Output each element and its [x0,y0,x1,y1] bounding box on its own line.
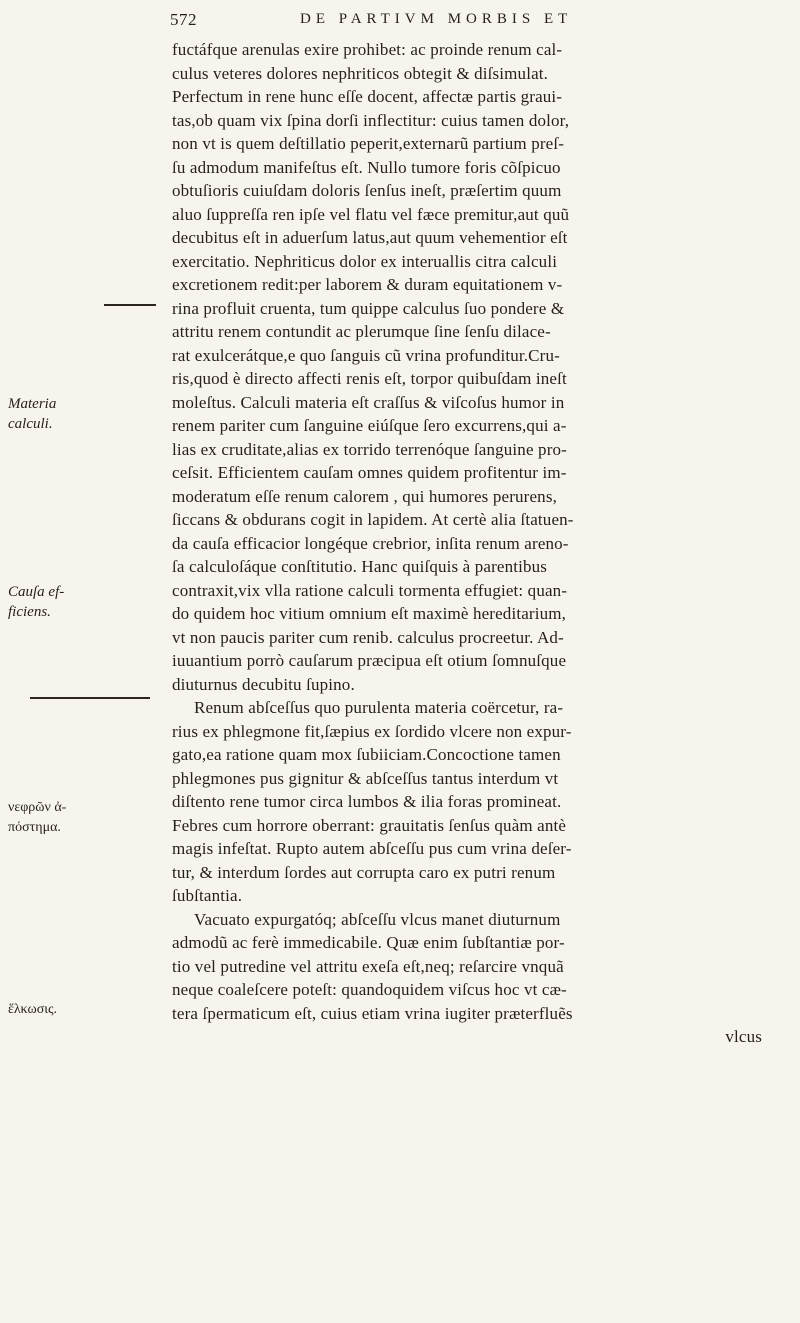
text-line: Febres cum horrore oberrant: grauitatis ſenſus quàm antè [172,815,567,835]
margin-dash [30,697,150,699]
text-line: rina profluit cruenta, tum quippe calculus ſuo pondere & [172,298,565,318]
margin-note-line: Cauſa ef- [8,584,65,600]
text-line: culus veteres dolores nephriticos obtegit & diſsimulat. [172,63,549,83]
text-line: moleſtus. Calculi materia eſt craſſus & viſcoſus humor in [172,392,565,412]
margin-note-line: ficiens. [8,604,51,620]
text-line: Vacuato expurgatóq; abſceſſu vlcus manet diuturnum [194,909,561,929]
margin-note-line: νεφρῶν ἀ- [8,800,67,815]
text-line: decubitus eſt in aduerſum latus,aut quum vehementior eſt [172,228,568,247]
text-line: rius ex phlegmone fit,ſæpius ex ſordido vlcere non expur- [172,721,572,741]
text-line: non vt is quem deſtillatio peperit,externarũ partium preſ- [172,134,565,153]
text-line: Renum abſceſſus quo purulenta materia coërcetur, ra- [194,698,564,717]
text-line: ceſsit. Efficientem cauſam omnes quidem profitentur im- [172,463,567,482]
text-line: do quidem hoc vitium omnium eſt maximè hereditarium, [172,604,567,623]
text-line: ſa calculoſáque conſtitutio. Hanc quiſquis à parentibus [172,557,548,576]
margin-note-line: calculi. [8,416,53,432]
margin-note-line: Materia [8,396,57,412]
page-number: 572 [170,10,197,29]
text-line: attritu renem contundit ac plerumque ſine ſenſu dilace- [172,322,551,341]
text-line: ſu admodum manifeſtus eſt. Nullo tumore foris cõſpicuo [172,157,561,177]
text-line: tur, & interdum ſordes aut corrupta caro ex putri renum [172,862,556,882]
running-head: DE PARTIVM MORBIS ET [300,11,573,27]
catchword: vlcus [725,1027,762,1046]
page-header [170,10,770,38]
text-line: fuctáfque arenulas exire prohibet: ac proinde renum cal- [172,40,563,59]
margin-note-line: πόστημα. [8,820,61,835]
text-line: neque coaleſcere poteſt: quandoquidem viſcus hoc vt cæ- [172,980,567,999]
text-line: ſubſtantia. [172,886,243,905]
margin-note-ulcer [8,1000,168,1020]
text-line: renem pariter cum ſanguine eiúſque ſero excurrens,qui a- [172,416,567,435]
margin-note-renal-abscess [8,798,168,838]
text-line: vt non paucis pariter cum renib. calculus procreetur. Ad- [172,627,564,647]
text-line: da cauſa efficacior longéque crebrior, inſita renum areno- [172,533,569,553]
text-line: ſiccans & obdurans cogit in lapidem. At certè alia ſtatuen- [172,510,574,529]
text-line: diſtento rene tumor circa lumbos & ilia foras promineat. [172,792,562,811]
main-text-block [172,38,772,1049]
text-line: moderatum eſſe renum calorem , qui humores perurens, [172,486,557,506]
margin-dash [104,304,156,306]
text-line: tera ſpermaticum eſt, cuius etiam vrina iugiter præterfluẽs [172,1003,573,1023]
text-line: contraxit,vix vlla ratione calculi tormenta effugiet: quan- [172,580,568,600]
text-line: admodũ ac ferè immedicabile. Quæ enim ſubſtantiæ por- [172,933,565,952]
text-line: magis infeſtat. Rupto autem abſceſſu pus cum vrina deſer- [172,839,572,858]
text-line: iuuantium porrò cauſarum præcipua eſt otium ſomnuſque [172,651,567,670]
text-line: phlegmones pus gignitur & abſceſſus tantus interdum vt [172,768,559,788]
text-line: excretionem redit:per laborem & duram equitationem v- [172,275,563,294]
text-line: ris,quod è directo affecti renis eſt, torpor quibuſdam ineſt [172,369,567,388]
margin-note-materia-calculi [8,394,168,434]
text-line: diuturnus decubitu ſupino. [172,674,355,694]
text-line: exercitatio. Nephriticus dolor ex interuallis citra calculi [172,251,558,271]
text-line: Perfectum in rene hunc eſſe docent, affectæ partis graui- [172,87,563,106]
text-line: obtuſioris cuiuſdam doloris ſenſus ineſt, præſertim quum [172,181,562,200]
text-line: lias ex cruditate,alias ex torrido terrenóque ſanguine pro- [172,439,567,459]
text-line: tio vel putredine vel attritu exeſa eſt,neq; reſarcire vnquã [172,956,564,976]
text-line: aluo ſuppreſſa ren ipſe vel flatu vel fæce premitur,aut quũ [172,204,570,224]
margin-note-causa-efficiens [8,582,168,622]
text-line: tas,ob quam vix ſpina dorſi inflectitur: cuius tamen dolor, [172,110,570,130]
text-line: rat exulcerátque,e quo ſanguis cũ vrina profunditur.Cru- [172,345,560,365]
margin-note-line: ἕλκωσις. [8,1002,58,1017]
text-line: gato,ea ratione quam mox ſubiiciam.Concoctione tamen [172,745,561,764]
